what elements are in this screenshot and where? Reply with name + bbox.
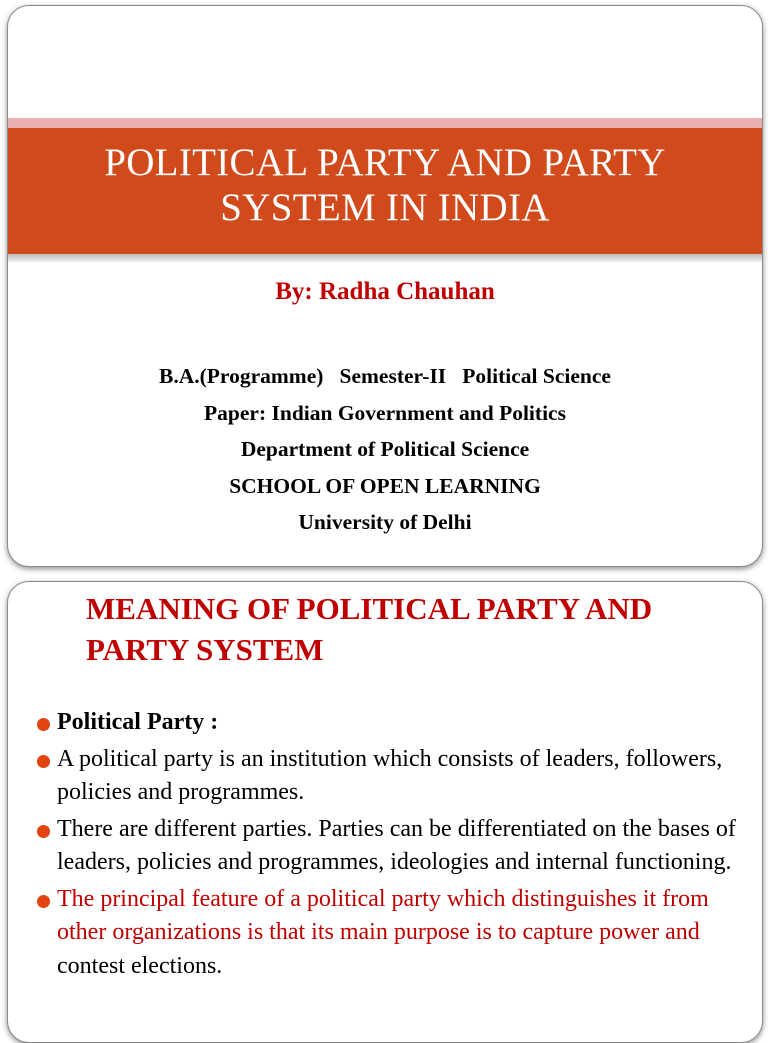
bullet-text: Political Party : xyxy=(57,709,219,735)
bullet-dot-icon xyxy=(37,755,50,768)
course-info-line: University of Delhi xyxy=(298,510,472,534)
slide-heading-line-2: PARTY SYSTEM xyxy=(86,632,324,667)
course-info-line: B.A.(Programme) Semester-II Political Science xyxy=(159,364,611,388)
bullet-item xyxy=(37,813,752,880)
content-slide xyxy=(7,581,763,1043)
bullet-text: A political party is an institution which consists of leaders, followers, policies and programmes. xyxy=(57,745,723,805)
slide-title-line-2: SYSTEM IN INDIA xyxy=(220,186,550,229)
bullet-dot-icon xyxy=(37,718,50,731)
title-band-top xyxy=(8,118,762,128)
course-info-line: Paper: Indian Government and Politics xyxy=(204,400,566,425)
bullet-text: There are different parties. Parties can be differentiated on the bases of leaders, policies and programmes, ideologies and internal functioning. xyxy=(57,815,736,875)
course-info xyxy=(8,358,762,541)
bullet-text: contest elections. xyxy=(57,952,223,979)
title-band-shadow xyxy=(8,254,762,262)
bullet-item xyxy=(37,743,752,810)
bullet-item xyxy=(37,883,752,984)
slide-heading xyxy=(86,588,746,670)
slide-title-line-1: POLITICAL PARTY AND PARTY xyxy=(104,141,666,184)
course-info-line: Department of Political Science xyxy=(240,437,530,461)
bullet-list xyxy=(37,706,752,986)
bullet-text-highlight: The principal feature of a political party which distinguishes it from other organizations is that its main purpose is to capture power and xyxy=(57,885,709,945)
slide-title xyxy=(8,140,762,230)
bullet-dot-icon xyxy=(37,895,50,908)
bullet-item xyxy=(37,706,752,740)
author-line: By: Radha Chauhan xyxy=(275,278,495,305)
bullet-dot-icon xyxy=(37,825,50,838)
title-slide xyxy=(7,5,763,567)
course-info-line: SCHOOL OF OPEN LEARNING xyxy=(229,473,541,498)
slide-heading-line-1: MEANING OF POLITICAL PARTY AND xyxy=(86,591,653,626)
